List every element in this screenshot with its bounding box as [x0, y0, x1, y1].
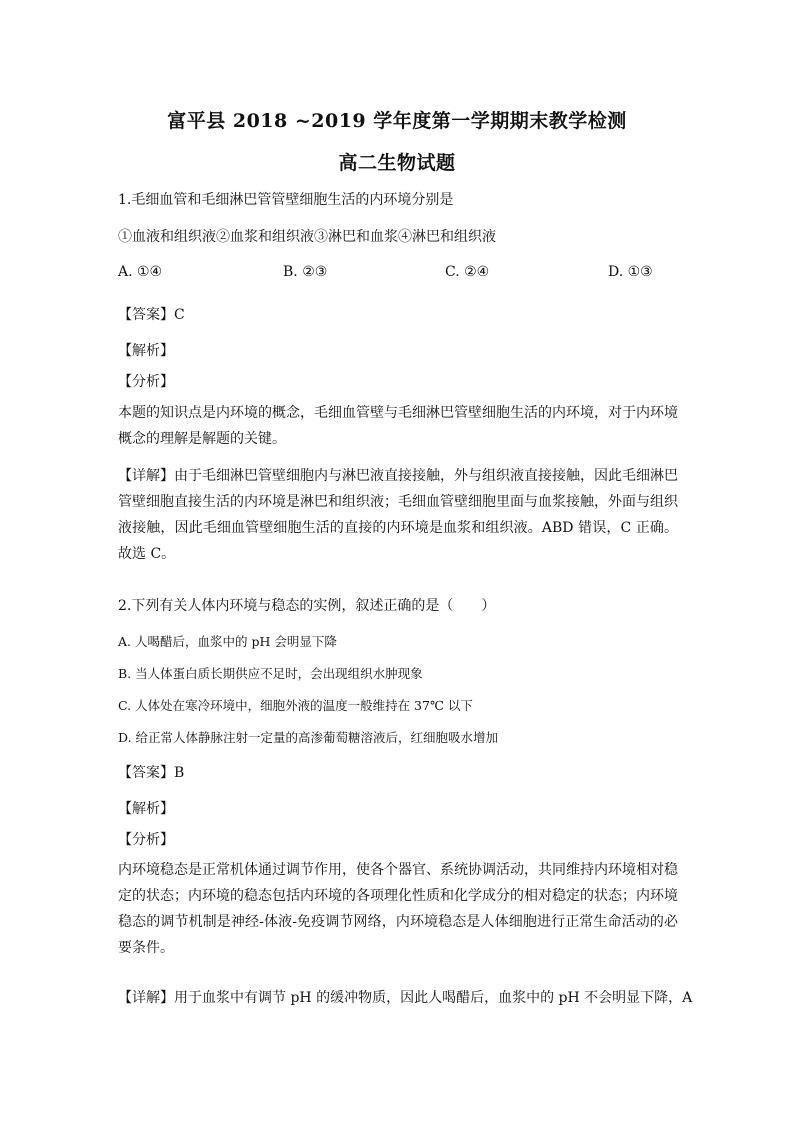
question-1-detail: 【详解】由于毛细淋巴管壁细胞内与淋巴液直接接触，外与组织液直接接触，因此毛细淋巴管壁细胞直接生活的内环境是淋巴和组织液；毛细血管壁细胞里面与血浆接触，外面与组织液接触，因此毛细血管壁细胞生活的直接的内环境是血浆和组织液。ABD 错误，C 正确。故选 C。 [118, 468, 678, 562]
question-2-answer: 【答案】B [118, 765, 185, 781]
question-1-options [118, 262, 678, 282]
option-b: B. ②③ [283, 264, 328, 280]
question-1-jiexi-label: 【解析】 [118, 343, 174, 359]
question-2-fenxi-label: 【分析】 [118, 832, 174, 848]
question-1-analysis: 本题的知识点是内环境的概念，毛细血管壁与毛细淋巴管壁细胞生活的内环境，对于内环境概念的理解是解题的关键。 [118, 405, 678, 447]
question-2-option-c: C. 人体处在寒冷环境中，细胞外液的温度一般维持在 37℃ 以下 [118, 698, 473, 713]
page-title: 富平县 2018 ~2019 学年度第一学期期末教学检测 [167, 110, 627, 132]
question-2-option-b: B. 当人体蛋白质长期供应不足时，会出现组织水肿现象 [118, 666, 423, 681]
question-1-stem: 1.毛细血管和毛细淋巴管管壁细胞生活的内环境分别是 [118, 192, 454, 208]
question-1-fenxi-label: 【分析】 [118, 374, 174, 390]
option-a: A. ①④ [118, 264, 163, 280]
question-2-jiexi-label: 【解析】 [118, 801, 174, 817]
question-2-stem: 2.下列有关人体内环境与稳态的实例，叙述正确的是（ ） [118, 598, 496, 614]
question-2-analysis: 内环境稳态是正常机体通过调节作用，使各个器官、系统协调活动，共同维持内环境相对稳定的状态；内环境的稳态包括内环境的各项理化性质和化学成分的相对稳定的状态；内环境稳态的调节机制是神经-体液-免疫调节网络，内环境稳态是人体细胞进行正常生命活动的必要条件。 [118, 862, 678, 956]
option-c: C. ②④ [445, 264, 490, 280]
question-1-items: ①血液和组织液②血浆和组织液③淋巴和血浆④淋巴和组织液 [118, 229, 496, 245]
question-1-answer: 【答案】C [118, 307, 185, 323]
page-subtitle: 高二生物试题 [338, 152, 456, 174]
question-2-detail: 【详解】用于血浆中有调节 pH 的缓冲物质，因此人喝醋后，血浆中的 pH 不会明显下降，A [118, 990, 693, 1006]
option-d: D. ①③ [608, 264, 653, 280]
question-2-option-a: A. 人喝醋后，血浆中的 pH 会明显下降 [118, 634, 337, 649]
question-2-option-d: D. 给正常人体静脉注射一定量的高渗葡萄糖溶液后，红细胞吸水增加 [118, 730, 499, 745]
